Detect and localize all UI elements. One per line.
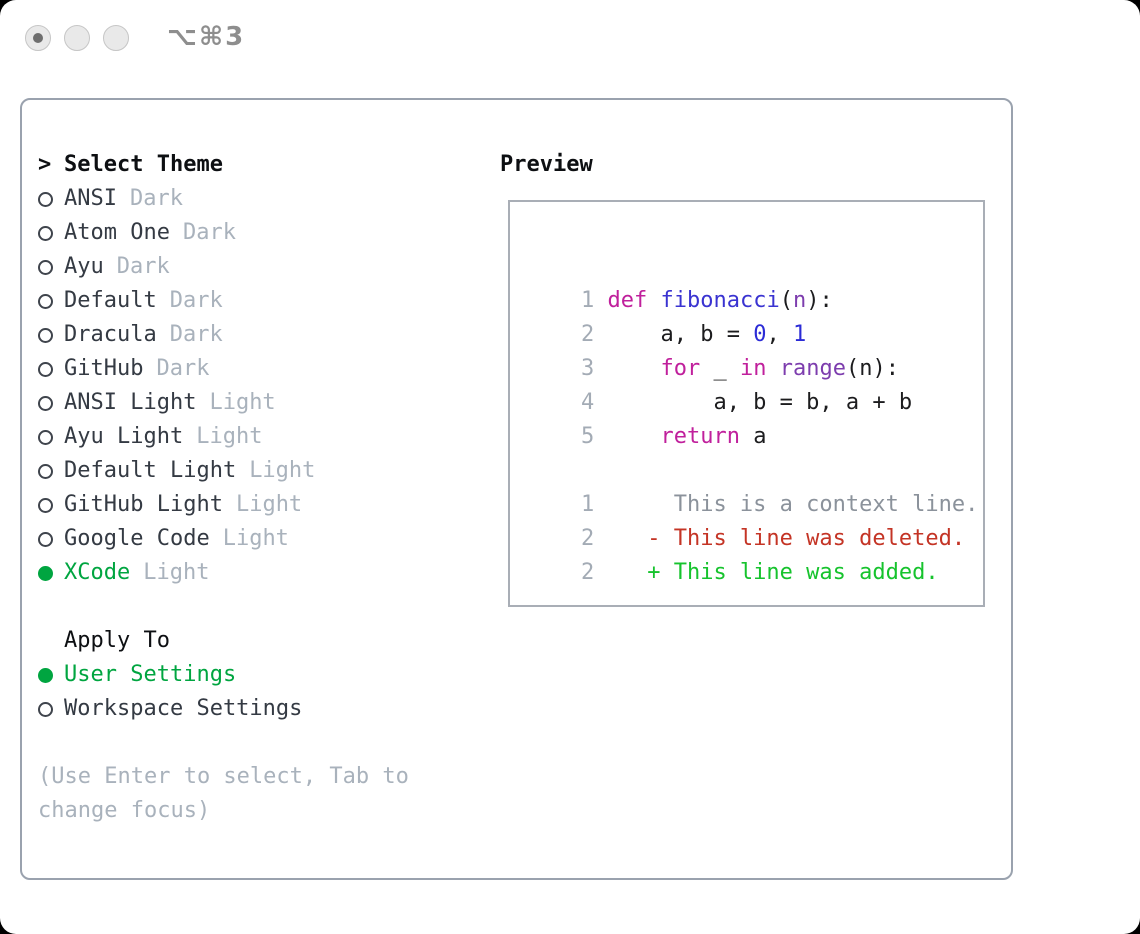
line-number: 1 [580, 288, 608, 313]
help-line-2: change focus) [38, 798, 211, 823]
theme-option-label: XCode [64, 560, 131, 585]
help-text [38, 760, 409, 828]
keyboard-shortcut-label: ⌥⌘3 [167, 22, 246, 52]
code-token: for [660, 356, 701, 381]
apply-to-title: Apply To [64, 628, 170, 653]
radio-slot [38, 430, 64, 445]
theme-option[interactable] [38, 318, 409, 352]
theme-option[interactable] [38, 250, 409, 284]
radio-icon [38, 192, 53, 207]
line-number: 2 [580, 560, 595, 585]
line-number: 4 [580, 390, 608, 415]
line-number: 2 [580, 526, 595, 551]
theme-option[interactable] [38, 454, 409, 488]
theme-option-label: GitHub [64, 356, 144, 381]
radio-icon [38, 430, 53, 445]
radio-icon [38, 260, 53, 275]
line-text [607, 424, 766, 449]
theme-option-variant: Light [209, 390, 276, 415]
theme-option-variant: Light [249, 458, 316, 483]
code-token: 0 [753, 322, 767, 347]
line-number: 1 [580, 492, 595, 517]
theme-option[interactable] [38, 420, 409, 454]
radio-icon [38, 498, 53, 513]
theme-option-variant: Dark [182, 220, 236, 245]
line-text: + This line was added. [594, 560, 939, 585]
theme-option-variant: Dark [116, 254, 170, 279]
theme-option[interactable] [38, 488, 409, 522]
theme-option[interactable] [38, 352, 409, 386]
code-token: , [766, 322, 793, 347]
radio-icon [38, 362, 53, 377]
theme-option-label: Ayu Light [64, 424, 184, 449]
code-token: (n): [845, 356, 899, 381]
radio-slot [38, 702, 64, 717]
radio-slot [38, 294, 64, 309]
code-token: def [607, 288, 648, 313]
radio-slot [38, 498, 64, 513]
theme-option[interactable] [38, 216, 409, 250]
window-control-button[interactable] [25, 25, 51, 51]
code-token: range [779, 356, 846, 381]
apply-to-option-label: Workspace Settings [64, 696, 303, 721]
theme-option-variant: Light [196, 424, 263, 449]
apply-to-option-label: User Settings [64, 662, 237, 687]
code-token: _ [700, 356, 740, 381]
radio-slot [38, 226, 64, 241]
line-text [607, 356, 898, 381]
code-token: a, b = [607, 322, 754, 347]
theme-option-label: ANSI Light [64, 390, 197, 415]
code-token: a, b = b, a + b [607, 390, 913, 415]
line-text: This is a context line. [594, 492, 979, 517]
code-token [607, 424, 660, 449]
help-line-1: (Use Enter to select, Tab to [38, 764, 409, 789]
radio-slot [38, 566, 64, 581]
focus-marker: > [38, 152, 52, 177]
theme-option-label: Default Light [64, 458, 237, 483]
radio-icon [38, 226, 53, 241]
radio-icon [38, 328, 53, 343]
apply-to-header [38, 624, 409, 658]
code-token: ( [779, 288, 793, 313]
theme-selector-panel [20, 98, 1013, 880]
radio-slot [38, 532, 64, 547]
theme-option-label: Google Code [64, 526, 210, 551]
theme-option-variant: Light [222, 526, 289, 551]
code-area [510, 202, 983, 585]
titlebar [0, 0, 1140, 80]
apply-to-option[interactable] [38, 658, 409, 692]
theme-option-variant: Light [143, 560, 210, 585]
code-token: a [739, 424, 767, 449]
theme-option-label: GitHub Light [64, 492, 223, 517]
line-text: - This line was deleted. [594, 526, 966, 551]
theme-option[interactable] [38, 182, 409, 216]
diff-preview [528, 454, 983, 585]
apply-to-section [38, 624, 409, 726]
theme-option[interactable] [38, 284, 409, 318]
theme-option-variant: Dark [169, 322, 223, 347]
radio-icon [38, 294, 53, 309]
radio-icon [38, 566, 53, 581]
theme-option-variant: Light [235, 492, 303, 517]
radio-slot [38, 192, 64, 207]
code-token: fibonacci [660, 288, 780, 313]
line-number: 5 [580, 424, 608, 449]
code-token [766, 356, 779, 381]
radio-slot [38, 362, 64, 377]
radio-icon [38, 702, 53, 717]
radio-icon [38, 532, 53, 547]
theme-option-label: Dracula [64, 322, 157, 347]
code-token [647, 288, 660, 313]
theme-option[interactable] [38, 522, 409, 556]
radio-slot [38, 464, 64, 479]
line-text [607, 390, 912, 415]
window-control-dot-icon [33, 33, 43, 43]
line-number: 3 [580, 356, 608, 381]
theme-option-variant: Dark [169, 288, 223, 313]
window-control-button[interactable] [103, 25, 129, 51]
code-token: 1 [792, 322, 807, 347]
apply-to-option[interactable] [38, 692, 409, 726]
theme-option-label: ANSI [64, 186, 117, 211]
code-token: in [739, 356, 767, 381]
radio-slot [38, 260, 64, 275]
preview-line [528, 250, 983, 313]
line-text [607, 322, 806, 347]
code-preview [528, 250, 983, 449]
theme-option[interactable] [38, 556, 409, 590]
theme-selector-column [38, 148, 409, 828]
theme-option[interactable] [38, 386, 409, 420]
code-token: n [792, 288, 807, 313]
radio-slot [38, 396, 64, 411]
code-token: ): [806, 288, 833, 313]
theme-option-variant: Dark [156, 356, 210, 381]
theme-option-variant: Dark [129, 186, 183, 211]
window-control-button[interactable] [64, 25, 90, 51]
theme-list [38, 182, 409, 590]
apply-to-list [38, 658, 409, 726]
select-theme-header [38, 148, 409, 182]
preview-box [508, 200, 985, 607]
radio-icon [38, 464, 53, 479]
radio-slot [38, 668, 64, 683]
select-theme-title: Select Theme [64, 152, 223, 177]
radio-icon [38, 396, 53, 411]
theme-option-label: Atom One [64, 220, 170, 245]
preview-line [528, 454, 983, 517]
code-token [607, 356, 660, 381]
theme-option-label: Default [64, 288, 157, 313]
line-number: 2 [580, 322, 608, 347]
line-text [607, 288, 832, 313]
preview-title: Preview [500, 152, 593, 177]
radio-icon [38, 668, 53, 683]
code-token: return [660, 424, 740, 449]
theme-option-label: Ayu [64, 254, 104, 279]
radio-slot [38, 328, 64, 343]
